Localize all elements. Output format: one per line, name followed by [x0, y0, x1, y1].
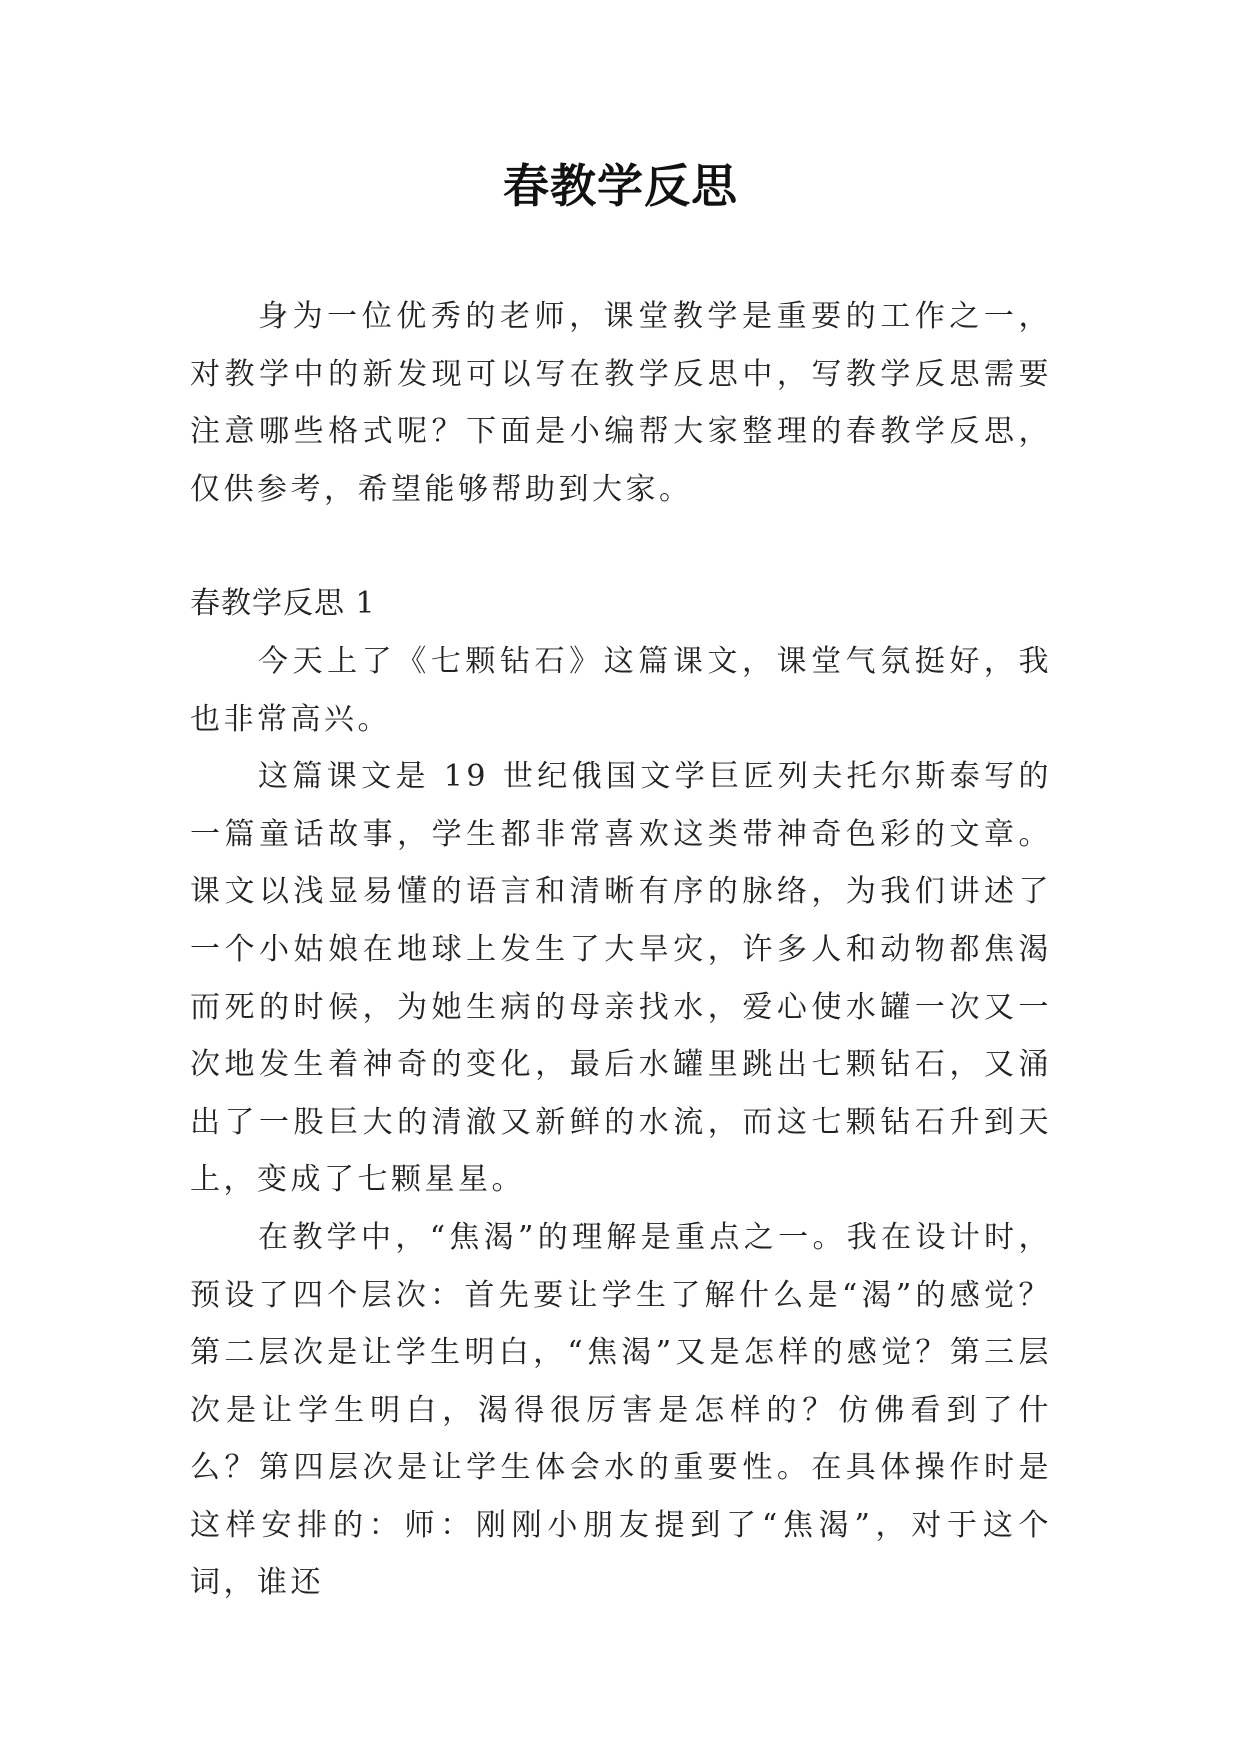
body-paragraph: 在教学中，“焦渴”的理解是重点之一。我在设计时，预设了四个层次：首先要让学生了解什么是“渴”的感觉？第二层次是让学生明白，“焦渴”又是怎样的感觉？第三层次是让学生明白，渴得很厉害是怎样的？仿佛看到了什么？第四层次是让学生体会水的重要性。在具体操作时是这样安排的：师：刚刚小朋友提到了“焦渴”，对于这个词，谁还 — [190, 1219, 1052, 1601]
body-paragraph: 这篇课文是 19 世纪俄国文学巨匠列夫托尔斯泰写的一篇童话故事，学生都非常喜欢这类带神奇色彩的文章。课文以浅显易懂的语言和清晰有序的脉络，为我们讲述了一个小姑娘在地球上发生了大旱灾，许多人和动物都焦渴而死的时候，为她生病的母亲找水，爱心使水罐一次又一次地发生着神奇的变化，最后水罐里跳出七颗钻石，又涌出了一股巨大的清澈又新鲜的水流，而这七颗钻石升到天上，变成了七颗星星。 — [190, 759, 1052, 1198]
body-paragraph: 今天上了《七颗钻石》这篇课文，课堂气氛挺好，我也非常高兴。 — [190, 643, 1052, 737]
document-title: 春教学反思 — [503, 159, 738, 213]
section-heading: 春教学反思 1 — [190, 586, 376, 622]
document-body — [190, 288, 1052, 1612]
intro-paragraph: 身为一位优秀的老师，课堂教学是重要的工作之一，对教学中的新发现可以写在教学反思中，写教学反思需要注意哪些格式呢？下面是小编帮大家整理的春教学反思，仅供参考，希望能够帮助到大家。 — [190, 299, 1052, 507]
